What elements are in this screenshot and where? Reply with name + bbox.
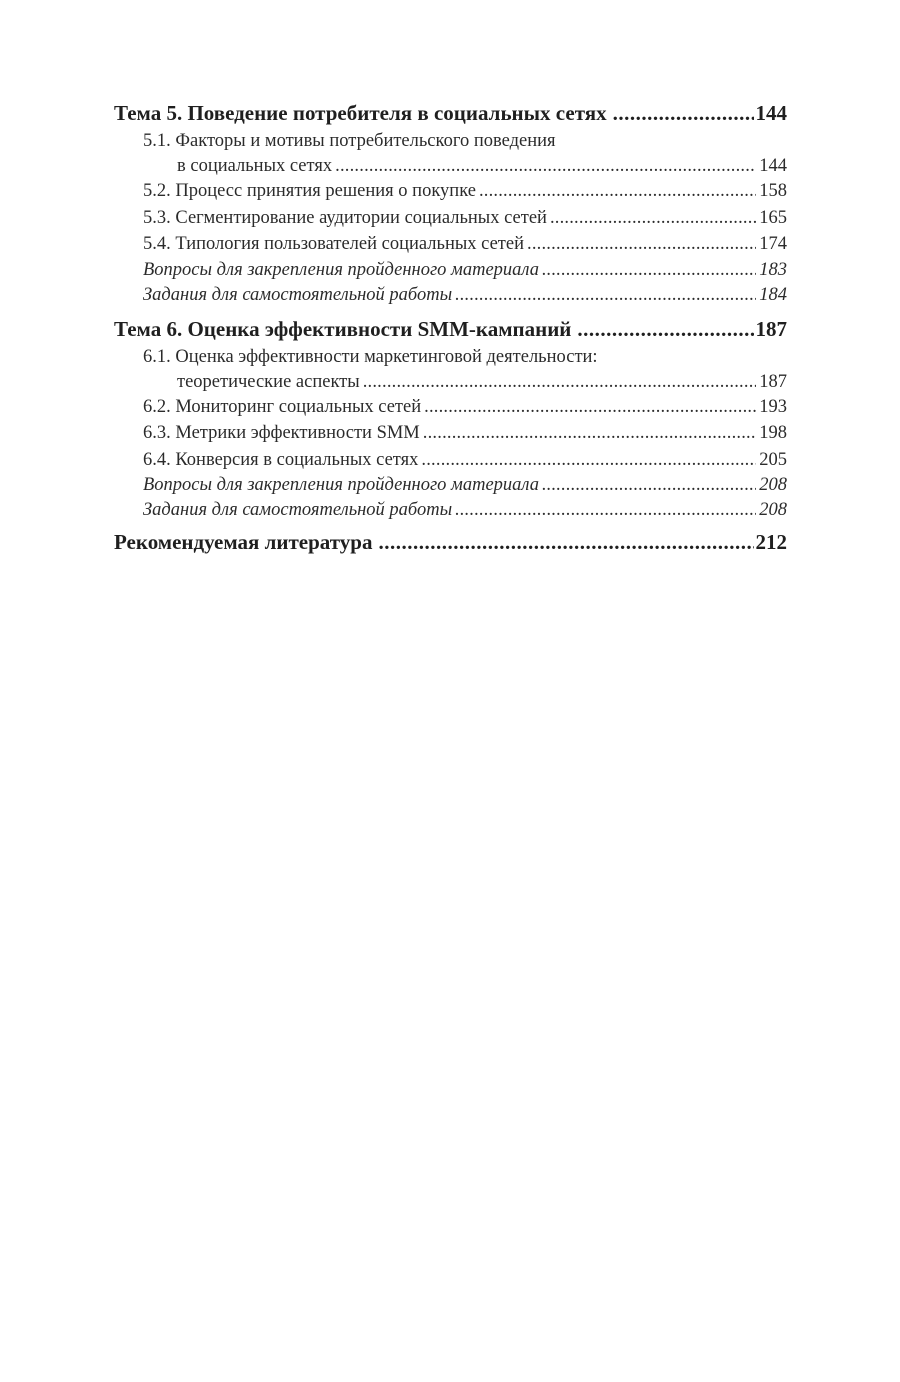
toc-item-review-questions[interactable] [114,258,787,283]
toc-page-number: 187 [759,371,787,392]
toc-page-number: 174 [759,234,787,254]
toc-page-number: 205 [759,449,787,470]
dot-leader [455,283,756,308]
toc-topic-title: Рекомендуемая литература [114,530,373,554]
toc-item-title: 5.4. Типология пользователей социальных сетей [143,234,524,254]
toc-topic-title: Тема 6. Оценка эффективности SMM-кампаний [114,316,572,341]
toc-page-number: 183 [759,259,787,280]
dot-leader [542,258,756,283]
toc-item-independent-tasks[interactable] [114,283,787,308]
dot-leader [613,100,754,126]
toc-item-title: 6.4. Конверсия в социальных сетях [143,449,419,470]
toc-page-number: 184 [759,284,787,305]
toc-item-title-line2: теоретические аспекты [177,371,360,392]
dot-leader [577,316,753,342]
dot-leader [542,473,756,498]
toc-item-title: 5.2. Процесс принятия решения о покупке [143,181,476,201]
toc-page-number: 208 [759,500,787,520]
dot-leader [363,370,757,394]
toc-topic-title: Тема 5. Поведение потребителя в социальных сетях [114,101,607,125]
dot-leader [335,154,756,178]
toc-item-6-3[interactable] [114,420,787,447]
toc-recommended-literature[interactable] [114,529,787,555]
toc-item-review-questions[interactable] [114,473,787,498]
toc-item-title: 6.2. Мониторинг социальных сетей [143,396,422,417]
toc-item-title-line1: 5.1. Факторы и мотивы потребительского поведения [143,131,556,151]
toc-page-number: 208 [759,475,787,495]
toc-page-number: 212 [755,530,787,554]
toc-page-number: 187 [755,316,787,341]
toc-item-6-2[interactable] [114,394,787,421]
toc-item-title-line1: 6.1. Оценка эффективности маркетинговой деятельности: [143,346,598,367]
table-of-contents [114,100,787,555]
dot-leader [455,498,756,523]
toc-item-title: Вопросы для закрепления пройденного материала [143,475,539,495]
dot-leader [378,529,753,555]
toc-item-title: 6.3. Метрики эффективности SMM [143,423,420,443]
toc-item-5-4[interactable] [114,231,787,258]
toc-item-6-4[interactable] [114,447,787,474]
toc-item-independent-tasks[interactable] [114,498,787,523]
toc-page-number: 198 [759,423,787,443]
dot-leader [479,178,756,205]
toc-item-title-line2: в социальных сетях [177,156,333,176]
toc-item-title: Задания для самостоятельной работы [143,284,453,305]
toc-topic-5[interactable] [114,100,787,126]
toc-item-title: 5.3. Сегментирование аудитории социальных сетей [143,207,547,228]
dot-leader [421,447,756,474]
dot-leader [424,394,756,421]
toc-item-6-1[interactable] [114,344,787,394]
toc-item-5-2[interactable] [114,178,787,205]
toc-page-number: 193 [759,396,787,417]
toc-item-5-1[interactable] [114,128,787,178]
toc-page-number: 144 [759,156,787,176]
toc-page-number: 165 [759,207,787,228]
toc-item-5-3[interactable] [114,205,787,232]
dot-leader [550,205,756,232]
toc-item-title: Вопросы для закрепления пройденного материала [143,259,539,280]
dot-leader [527,231,756,258]
toc-page-number: 158 [759,181,787,201]
dot-leader [423,420,756,447]
toc-page-number: 144 [755,101,787,125]
toc-item-title: Задания для самостоятельной работы [143,500,453,520]
toc-topic-6[interactable] [114,316,787,342]
